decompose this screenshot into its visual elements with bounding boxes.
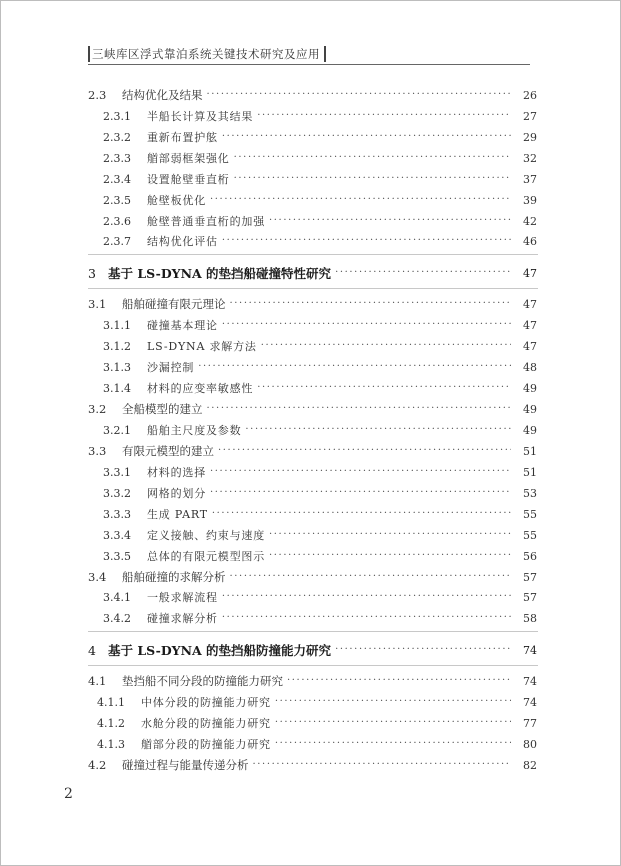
dot-leader (234, 172, 511, 186)
header-rule (88, 64, 530, 65)
dot-leader (269, 549, 511, 563)
dot-leader (269, 528, 511, 542)
dot-leader (210, 486, 511, 500)
toc-page: 27 (523, 109, 537, 123)
toc-page: 26 (523, 88, 537, 102)
toc-title: 碰撞过程与能量传递分析 (122, 758, 249, 772)
toc-title: LS-DYNA 求解方法 (147, 340, 257, 353)
dot-leader (335, 643, 511, 657)
toc-entry[interactable] (0, 149, 621, 167)
toc-number: 3.1.2 (103, 339, 131, 353)
toc-entry[interactable] (0, 693, 621, 711)
toc-entry[interactable] (0, 421, 621, 439)
toc-page: 58 (523, 611, 537, 625)
dot-leader (222, 234, 511, 248)
toc-page: 49 (523, 423, 537, 437)
toc-title: 水舱分段的防撞能力研究 (141, 717, 271, 730)
dot-leader (210, 193, 511, 207)
toc-entry[interactable] (0, 191, 621, 209)
dot-leader (257, 109, 511, 123)
toc-number: 3.3.1 (103, 465, 131, 479)
divider (88, 288, 538, 289)
toc-number: 2.3.3 (103, 151, 131, 165)
divider (88, 665, 538, 666)
toc-title: 舱壁普通垂直桁的加强 (147, 215, 265, 228)
toc-title: 结构优化评估 (147, 235, 218, 248)
dot-leader (207, 402, 512, 416)
toc-page: 48 (523, 360, 537, 374)
toc-page: 55 (523, 507, 537, 521)
toc-entry[interactable] (0, 400, 621, 418)
toc-number: 3.3.5 (103, 549, 131, 563)
toc-number: 4.1.1 (97, 695, 125, 709)
toc-number: 4.1 (88, 674, 107, 688)
dot-leader (245, 423, 511, 437)
toc-entry[interactable] (0, 484, 621, 502)
toc-page: 80 (523, 737, 537, 751)
toc-page: 29 (523, 130, 537, 144)
toc-entry[interactable] (0, 212, 621, 230)
toc-number: 3.3.2 (103, 486, 131, 500)
toc-page: 47 (523, 318, 537, 332)
toc-page: 32 (523, 151, 537, 165)
toc-page: 53 (523, 486, 537, 500)
toc-page: 51 (523, 444, 537, 458)
toc-entry[interactable] (0, 526, 621, 544)
toc-title: 全船模型的建立 (122, 402, 203, 416)
toc-title: 垫挡船不同分段的防撞能力研究 (122, 674, 283, 688)
dot-leader (261, 339, 511, 353)
toc-title: 结构优化及结果 (122, 88, 203, 102)
toc-page: 42 (523, 214, 537, 228)
toc-entry[interactable] (0, 463, 621, 481)
toc-entry[interactable] (0, 505, 621, 523)
dot-leader (335, 266, 511, 280)
toc-entry[interactable] (0, 672, 621, 690)
toc-entry[interactable] (0, 442, 621, 460)
dot-leader (275, 716, 511, 730)
toc-title: 船舶碰撞的求解分析 (122, 570, 226, 584)
toc-entry[interactable] (0, 609, 621, 627)
toc-title: 材料的应变率敏感性 (147, 382, 254, 395)
toc-title: 船舶碰撞有限元理论 (122, 297, 226, 311)
toc-entry[interactable] (0, 379, 621, 397)
dot-leader (287, 674, 511, 688)
toc-page: 56 (523, 549, 537, 563)
toc-title: 艏部弱框架强化 (147, 152, 230, 165)
toc-entry[interactable] (0, 337, 621, 355)
dot-leader (212, 507, 511, 521)
toc-page: 46 (523, 234, 537, 248)
toc-page: 55 (523, 528, 537, 542)
dot-leader (275, 695, 511, 709)
toc-entry[interactable] (0, 358, 621, 376)
toc-entry[interactable] (0, 86, 621, 104)
toc-page: 37 (523, 172, 537, 186)
toc-title: 设置舱壁垂直桁 (147, 173, 230, 186)
toc-number: 4.1.3 (97, 737, 125, 751)
toc-number: 3.1.1 (103, 318, 131, 332)
toc-page: 47 (523, 266, 537, 280)
toc-number: 4.1.2 (97, 716, 125, 730)
toc-entry[interactable] (0, 756, 621, 774)
toc-entry[interactable] (0, 316, 621, 334)
dot-leader (207, 88, 512, 102)
toc-page: 47 (523, 339, 537, 353)
toc-title: 中体分段的防撞能力研究 (141, 696, 271, 709)
toc-number: 2.3 (88, 88, 107, 102)
toc-entry[interactable] (0, 107, 621, 125)
dot-leader (222, 590, 511, 604)
running-header: 三峡库区浮式靠泊系统关键技术研究及应用 (88, 46, 326, 62)
dot-leader (234, 151, 511, 165)
toc-entry[interactable] (0, 588, 621, 606)
toc-entry[interactable] (0, 568, 621, 586)
toc-number: 3.3.3 (103, 507, 131, 521)
dot-leader (222, 318, 511, 332)
divider (88, 631, 538, 632)
toc-page: 74 (523, 695, 537, 709)
dot-leader (257, 381, 511, 395)
toc-title: 重新布置护舷 (147, 131, 218, 144)
toc-page: 49 (523, 402, 537, 416)
toc-entry[interactable] (0, 170, 621, 188)
toc-title: 船舶主尺度及参数 (147, 424, 242, 437)
page-number: 2 (64, 786, 73, 802)
toc-entry[interactable] (0, 735, 621, 753)
toc-number: 3.1.3 (103, 360, 131, 374)
toc-number: 2.3.2 (103, 130, 131, 144)
dot-leader (218, 444, 511, 458)
toc-number: 3.1 (88, 297, 107, 311)
toc-page: 51 (523, 465, 537, 479)
toc-title: 生成 PART (147, 508, 208, 521)
toc-number: 3.3 (88, 444, 107, 458)
toc-entry[interactable] (0, 295, 621, 313)
dot-leader (210, 465, 511, 479)
dot-leader (222, 130, 511, 144)
toc-title: 沙漏控制 (147, 361, 195, 374)
toc-title: 基于 LS-DYNA 的垫挡船碰撞特性研究 (108, 266, 332, 281)
toc-title: 艏部分段的防撞能力研究 (141, 738, 271, 751)
toc-number: 3.2 (88, 402, 107, 416)
toc-title: 网格的划分 (147, 487, 206, 500)
toc-number: 4.2 (88, 758, 107, 772)
toc-title: 基于 LS-DYNA 的垫挡船防撞能力研究 (108, 643, 332, 658)
toc-number: 3.3.4 (103, 528, 131, 542)
toc-entry[interactable] (0, 714, 621, 732)
toc-number: 2.3.5 (103, 193, 131, 207)
divider (88, 254, 538, 255)
toc-entry[interactable] (0, 232, 621, 250)
toc-number: 3.4.2 (103, 611, 131, 625)
dot-leader (253, 758, 512, 772)
dot-leader (230, 570, 512, 584)
toc-number: 4 (88, 642, 96, 658)
toc-page: 49 (523, 381, 537, 395)
toc-number: 2.3.4 (103, 172, 131, 186)
toc-number: 2.3.6 (103, 214, 131, 228)
toc-title: 舱壁板优化 (147, 194, 206, 207)
toc-chapter-entry[interactable] (0, 641, 621, 659)
toc-page: 74 (523, 643, 537, 657)
toc-number: 2.3.7 (103, 234, 131, 248)
toc-number: 3.2.1 (103, 423, 131, 437)
dot-leader (269, 214, 511, 228)
toc-title: 定义接触、约束与速度 (147, 529, 265, 542)
toc-title: 碰撞基本理论 (147, 319, 218, 332)
toc-page: 74 (523, 674, 537, 688)
toc-page: 57 (523, 570, 537, 584)
dot-leader (222, 611, 511, 625)
toc-chapter-entry[interactable] (0, 264, 621, 282)
toc-page: 57 (523, 590, 537, 604)
toc-number: 3.1.4 (103, 381, 131, 395)
toc-entry[interactable] (0, 547, 621, 565)
dot-leader (198, 360, 511, 374)
toc-page: 82 (523, 758, 537, 772)
toc-page: 77 (523, 716, 537, 730)
toc-title: 一般求解流程 (147, 591, 218, 604)
toc-number: 3.4 (88, 570, 107, 584)
toc-page: 47 (523, 297, 537, 311)
toc-number: 3.4.1 (103, 590, 131, 604)
toc-page: 39 (523, 193, 537, 207)
toc-entry[interactable] (0, 128, 621, 146)
toc-title: 碰撞求解分析 (147, 612, 218, 625)
toc-title: 有限元模型的建立 (122, 444, 214, 458)
toc-number: 2.3.1 (103, 109, 131, 123)
dot-leader (275, 737, 511, 751)
toc-number: 3 (88, 265, 96, 281)
dot-leader (230, 297, 512, 311)
toc-title: 半船长计算及其结果 (147, 110, 254, 123)
toc-title: 总体的有限元模型图示 (147, 550, 265, 563)
toc-title: 材料的选择 (147, 466, 206, 479)
